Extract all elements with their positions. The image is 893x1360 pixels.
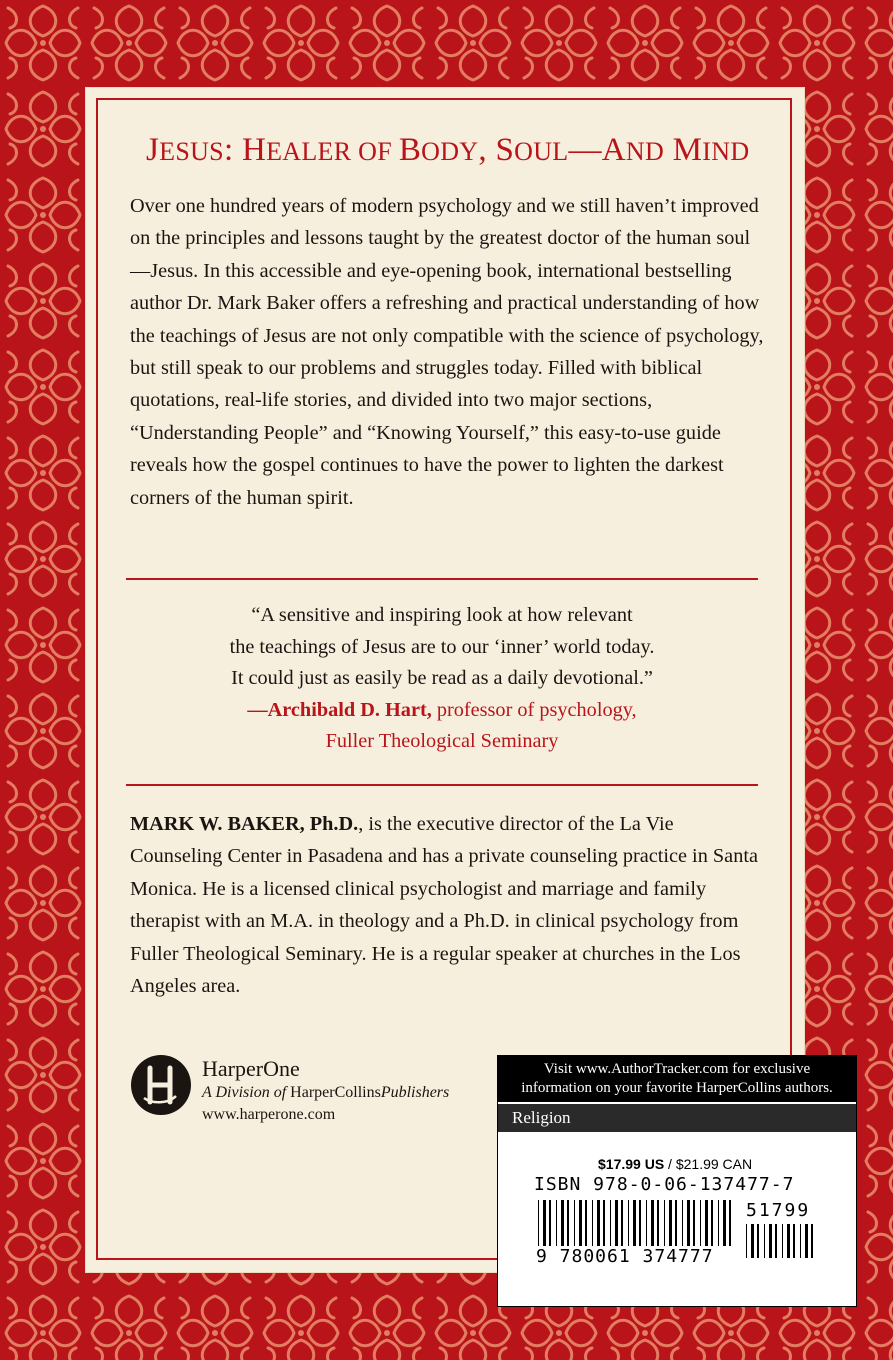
divider-bottom <box>126 784 758 786</box>
quote-line-1: “A sensitive and inspiring look at how relevant <box>251 604 633 626</box>
book-description: Over one hundred years of modern psychology and we still haven’t improved on the principles and lessons taught by the greatest doctor of the human soul—Jesus. In this accessible and eye-opening book, international bestselling author Dr. Mark Baker offers a refreshing and practical understanding of how the teachings of Jesus are not only compatible with the science of psychology, but still speak to our problems and struggles today. Filled with biblical quotations, real-life stories, and divided into two major sections, “Understanding People” and “Knowing Yourself,” this easy-to-use guide reveals how the gospel continues to have the power to lighten the darkest corners of the human spirit. <box>130 195 764 509</box>
author-bio-text: , is the executive director of the La Vie Counseling Center in Pasadena and has a private counseling practice in Santa Monica. He is a licensed clinical psychologist and marriage and family therapist with an M.A. in theology and a Ph.D. in clinical psychology from Fuller Theological Seminary. He is a regular speaker at churches in the Los Angeles area. <box>130 813 758 998</box>
category-label: Religion <box>498 1104 856 1132</box>
quote-attribution-role: professor of psychology, <box>431 698 637 721</box>
quote-line-2: the teachings of Jesus are to our ‘inner’ world today. <box>229 635 655 658</box>
ean-barcode <box>538 1200 738 1250</box>
headline: JESUS: HEALER OF BODY, SOUL—AND MIND <box>146 132 750 168</box>
publisher-url: www.harperone.com <box>202 1106 336 1123</box>
price-barcode-box <box>497 1055 857 1307</box>
endorsement-quote <box>126 600 758 758</box>
publisher-name: HarperOne <box>202 1056 300 1081</box>
quote-line-3: It could just as easily be read as a daily devotional.” <box>231 667 653 689</box>
price-barcode <box>746 1224 820 1258</box>
publisher-division: A Division of HarperCollinsPublishers <box>202 1084 450 1101</box>
price-code: 51799 <box>746 1200 811 1221</box>
price-line: $17.99 US / $21.99 CAN <box>598 1156 753 1172</box>
quote-attribution-org: Fuller Theological Seminary <box>325 730 559 752</box>
author-name: MARK W. BAKER, Ph.D. <box>130 813 359 835</box>
divider-top <box>126 578 758 580</box>
author-bio <box>130 808 770 1002</box>
isbn-number: ISBN 978-0-06-137477-7 <box>534 1174 795 1195</box>
authortracker-banner: Visit www.AuthorTracker.com for exclusive information on your favorite HarperCollins authors. <box>498 1056 856 1102</box>
harperone-logo-icon <box>130 1054 192 1116</box>
quote-attribution-name: —Archibald D. Hart, <box>247 698 432 721</box>
ean-digits: 9 780061 374777 <box>536 1246 714 1267</box>
